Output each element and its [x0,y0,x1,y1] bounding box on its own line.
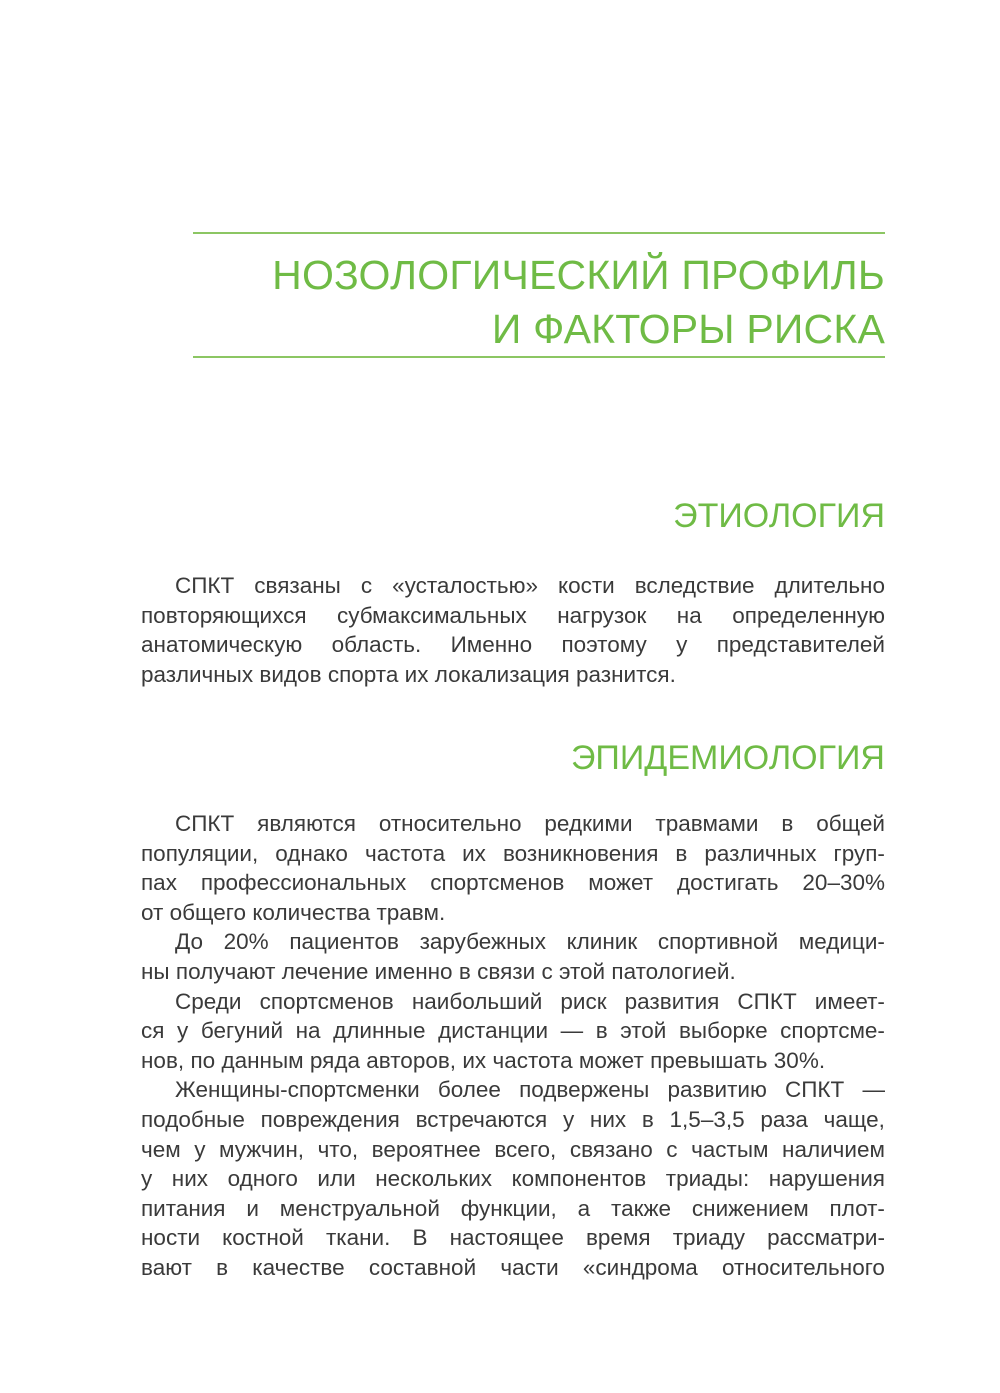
text-line: от общего количества травм. [141,899,446,925]
text-line: питания и менструальной функции, а также снижением плот- [141,1195,885,1221]
chapter-title-line-1: НОЗОЛОГИЧЕСКИЙ ПРОФИЛЬ [272,252,885,298]
text-line: различных видов спорта их локализация разнится. [141,661,676,687]
text-line: Среди спортсменов наибольший риск развития СПКТ имеет- [175,988,885,1014]
title-bottom-rule [193,356,885,358]
text-line: СПКТ являются относительно редкими травмами в общей [175,811,885,836]
text-line: у них одного или нескольких компонентов триады: нарушения [141,1166,885,1192]
text-line: популяции, однако частота их возникновения в различных груп- [141,840,885,866]
chapter-title [193,248,885,356]
text-line: чем у мужчин, что, вероятнее всего, связано с частым наличием [141,1136,885,1162]
title-top-rule [193,232,885,234]
section-body-etiology [141,571,885,689]
text-line: нов, по данным ряда авторов, их частота может превышать 30%. [141,1047,826,1073]
text-line: анатомическую область. Именно поэтому у представителей [141,632,885,658]
text-line: повторяющихся субмаксимальных нагрузок на определенную [141,602,885,628]
chapter-title-line-2: И ФАКТОРЫ РИСКА [491,306,885,352]
text-line: До 20% пациентов зарубежных клиник спортивной медици- [175,929,885,955]
text-line: ны получают лечение именно в связи с этой патологией. [141,958,736,984]
text-line: Женщины-спортсменки более подвержены развитию СПКТ — [175,1077,885,1103]
text-line: СПКТ связаны с «усталостью» кости вследствие длительно [175,573,885,598]
text-line: пах профессиональных спортсменов может достигать 20–30% [141,870,885,896]
text-line: ся у бегуний на длинные дистанции — в этой выборке спортсме- [141,1018,885,1044]
section-heading-etiology: ЭТИОЛОГИЯ [673,497,885,535]
section-body-epidemiology [141,809,885,1283]
section-heading-epidemiology: ЭПИДЕМИОЛОГИЯ [570,739,885,777]
text-line: подобные повреждения встречаются у них в 1,5–3,5 раза чаще, [141,1106,885,1132]
text-line: вают в качестве составной части «синдрома относительного [141,1254,885,1280]
text-line: ности костной ткани. В настоящее время триаду рассматри- [141,1225,885,1251]
